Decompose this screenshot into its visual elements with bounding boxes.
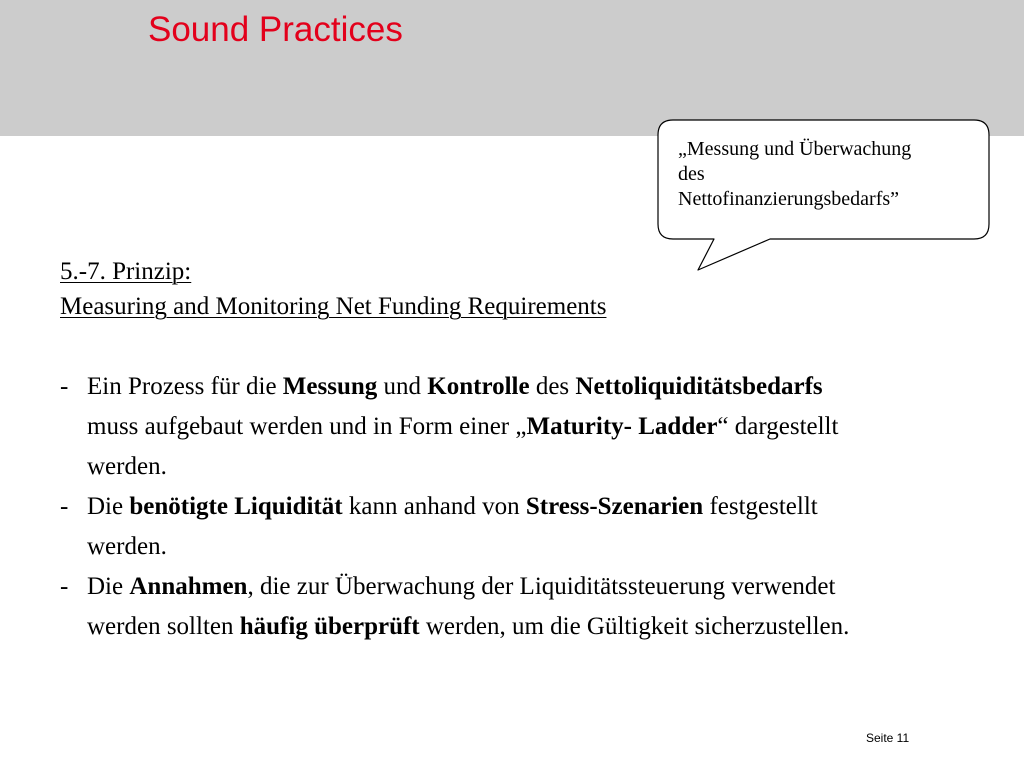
callout-line: des xyxy=(678,163,705,185)
principle-heading xyxy=(60,254,606,324)
bullet-emphasis: Stress-Szenarien xyxy=(525,493,704,520)
callout-text xyxy=(678,137,988,212)
bullet-text: und xyxy=(377,373,428,400)
bullet-text: , die zur Überwachung der Liquiditätssteuerung verwendet werden sollten xyxy=(87,573,836,640)
bullet-emphasis: Kontrolle xyxy=(427,373,530,400)
principle-title: Measuring and Monitoring Net Funding Requirements xyxy=(60,293,607,320)
bullet-item xyxy=(60,487,870,567)
bullet-dash: - xyxy=(60,573,69,600)
bullet-list xyxy=(60,367,870,647)
bullet-emphasis: Annahmen xyxy=(129,573,248,600)
callout-line: Nettofinanzierungsbedarfs” xyxy=(678,188,900,210)
bullet-text: Die xyxy=(87,493,130,520)
bullet-emphasis: Maturity- Ladder xyxy=(526,413,718,440)
bullet-emphasis: Messung xyxy=(282,373,378,400)
bullet-text: des xyxy=(529,373,576,400)
bullet-item xyxy=(60,567,870,647)
bullet-dash: - xyxy=(60,493,69,520)
page-number: Seite 11 xyxy=(866,731,910,745)
bullet-dash: - xyxy=(60,373,69,400)
slide-title: Sound Practices xyxy=(148,10,403,49)
bullet-emphasis: Nettoliquiditätsbedarfs xyxy=(575,373,823,400)
principle-number: 5.-7. Prinzip: xyxy=(60,258,192,285)
bullet-text: werden, um die Gültigkeit sicherzustellen. xyxy=(419,613,850,640)
callout-line: „Messung und Überwachung xyxy=(678,138,912,160)
bullet-text: Ein Prozess für die xyxy=(87,373,283,400)
bullet-item xyxy=(60,367,870,487)
bullet-text: “ dargestellt werden. xyxy=(87,413,839,480)
bullet-text: festgestellt werden. xyxy=(87,493,818,560)
bullet-emphasis: häufig überprüft xyxy=(239,613,420,640)
bullet-text: Die xyxy=(87,573,130,600)
bullet-emphasis: benötigte Liquidität xyxy=(129,493,343,520)
bullet-text: kann anhand von xyxy=(342,493,526,520)
bullet-text: muss aufgebaut werden und in Form einer „ xyxy=(87,413,527,440)
